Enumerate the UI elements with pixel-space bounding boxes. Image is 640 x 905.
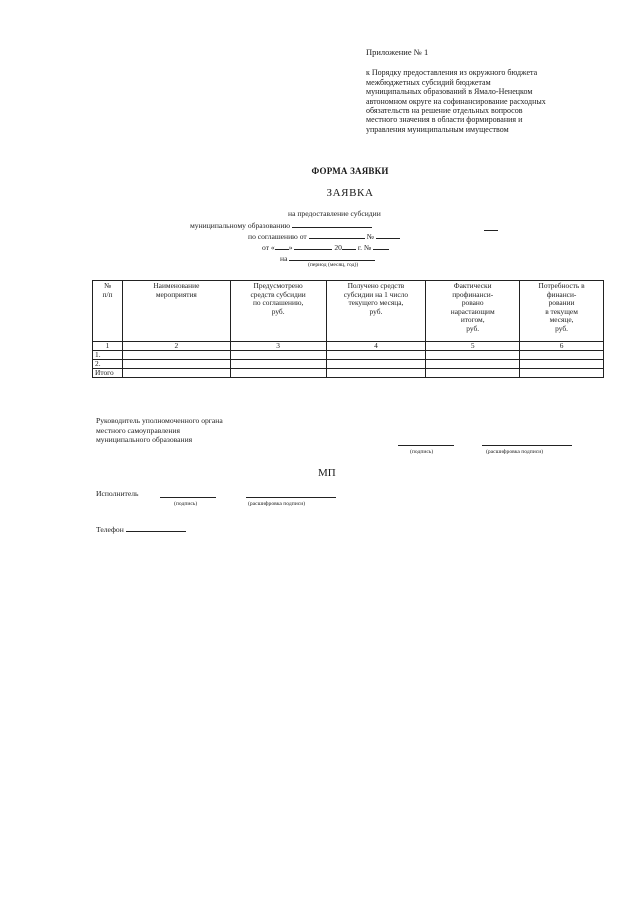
stray-dash xyxy=(484,230,498,231)
phone-field: Телефон xyxy=(96,524,186,534)
executor-sign-blank xyxy=(160,497,216,498)
appendix-line: к Порядку предоставления из окружного бюджета xyxy=(366,68,538,78)
year-blank xyxy=(342,242,356,250)
executor-label: Исполнитель xyxy=(96,489,139,498)
appendix-line: автономном округе на софинансирование расходных xyxy=(366,96,546,106)
agreement-number-blank xyxy=(376,231,400,239)
agreement-date-blank xyxy=(309,231,365,239)
period-hint: (период (месяц, год)) xyxy=(308,262,359,268)
row-label: Итого xyxy=(93,369,123,378)
form-title: ФОРМА ЗАЯВКИ xyxy=(311,166,389,176)
header-cell: Наименование мероприятия xyxy=(122,281,230,342)
appendix-line: муниципальных образований в Ямало-Ненецком xyxy=(366,87,533,97)
month-blank xyxy=(294,242,332,250)
head-decode-hint: (расшифровка подписи) xyxy=(486,449,544,455)
row-label: 1. xyxy=(93,351,123,360)
head-sign-hint: (подпись) xyxy=(410,449,434,455)
header-cell: № п/п xyxy=(93,281,123,342)
column-number: 3 xyxy=(230,342,326,351)
request-line-1: на предоставление субсидии xyxy=(288,209,381,218)
executor-decode-blank xyxy=(246,497,336,498)
table-row xyxy=(93,351,604,360)
day-blank xyxy=(275,242,289,250)
table-row-total xyxy=(93,369,604,378)
executor-decode-hint: (расшифровка подписи) xyxy=(248,501,306,507)
phone-blank xyxy=(126,524,186,532)
column-number: 5 xyxy=(426,342,520,351)
request-line-2: муниципальному образованию xyxy=(190,220,372,230)
appendix-line: обязательств на решение отдельных вопросов xyxy=(366,106,523,116)
column-number: 2 xyxy=(122,342,230,351)
table-row xyxy=(93,360,604,369)
number-blank xyxy=(373,242,389,250)
request-line-4: от « » 20 г. № xyxy=(262,242,389,252)
period-blank xyxy=(289,253,375,261)
appendix-title: Приложение № 1 xyxy=(366,47,429,57)
column-number: 1 xyxy=(93,342,123,351)
zayavka-title: ЗАЯВКА xyxy=(326,187,374,199)
subsidy-table xyxy=(92,280,604,378)
head-sign-blank xyxy=(398,445,454,446)
appendix-line: местного значения в области формирования и xyxy=(366,115,523,125)
request-line-3: по соглашению от № xyxy=(248,231,400,241)
header-cell: Фактически профинанси- ровано нарастающим итогом, руб. xyxy=(426,281,520,342)
header-cell: Получено средств субсидии на 1 число текущего месяца, руб. xyxy=(326,281,426,342)
appendix-line: управления муниципальным имуществом xyxy=(366,124,509,134)
header-cell: Потребность в финанси- ровании в текущем месяце, руб. xyxy=(520,281,604,342)
seal-placeholder: МП xyxy=(318,467,336,479)
appendix-line: межбюджетных субсидий бюджетам xyxy=(366,77,491,87)
header-cell: Предусмотрено средств субсидии по соглашению, руб. xyxy=(230,281,326,342)
column-number: 6 xyxy=(520,342,604,351)
column-number: 4 xyxy=(326,342,426,351)
municipality-blank xyxy=(292,220,372,228)
row-label: 2. xyxy=(93,360,123,369)
head-decode-blank xyxy=(482,445,572,446)
head-signature-label: Руководитель уполномоченного органа местного самоуправления муниципального образования xyxy=(96,416,223,445)
request-line-5: на xyxy=(280,253,375,263)
appendix-header xyxy=(366,48,616,134)
executor-sign-hint: (подпись) xyxy=(174,501,198,507)
